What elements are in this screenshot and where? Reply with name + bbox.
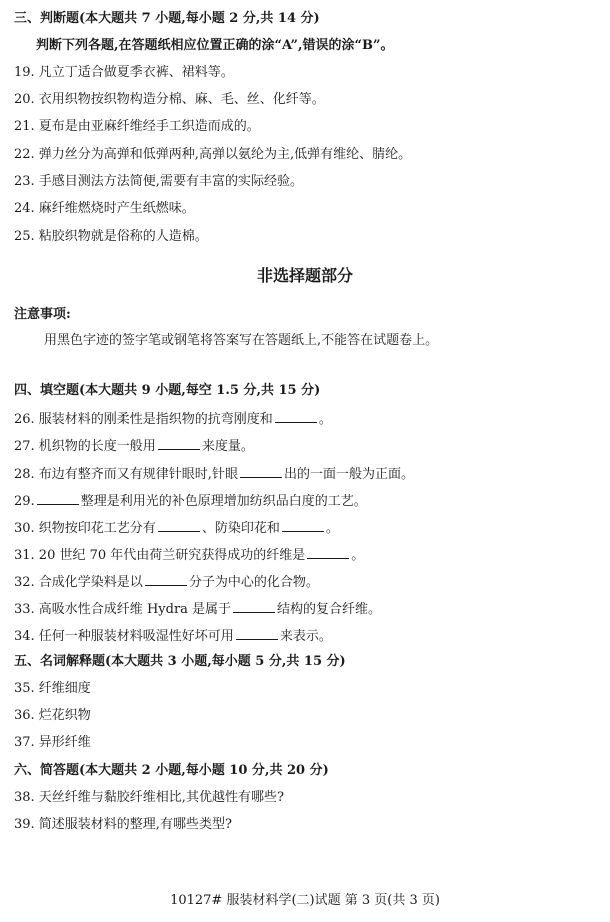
answer-blank bbox=[158, 518, 200, 532]
answer-blank bbox=[275, 409, 317, 423]
question-19: 19. 凡立丁适合做夏季衣裤、裙料等。 bbox=[14, 65, 234, 80]
answer-blank bbox=[145, 572, 187, 586]
answer-blank bbox=[307, 545, 349, 559]
question-36: 36. 烂花织物 bbox=[14, 708, 91, 723]
question-29: 29. 整理是利用光的补色原理增加纺织品白度的工艺。 bbox=[14, 491, 602, 511]
notice-heading: 注意事项: bbox=[14, 307, 71, 322]
question-37: 37. 异形纤维 bbox=[14, 735, 91, 750]
notice-text: 用黑色字迹的签字笔或钢笔将答案写在答题纸上,不能答在试题卷上。 bbox=[44, 333, 439, 348]
section3-instruction: 判断下列各题,在答题纸相应位置正确的涂“A”,错误的涂“B”。 bbox=[36, 38, 394, 53]
question-25: 25. 粘胶织物就是俗称的人造棉。 bbox=[14, 229, 208, 244]
answer-blank bbox=[282, 518, 324, 532]
question-38: 38. 天丝纤维与黏胶纤维相比,其优越性有哪些? bbox=[14, 790, 284, 805]
question-33: 33. 高吸水性合成纤维 Hydra 是属于 结构的复合纤维。 bbox=[14, 599, 602, 619]
question-20: 20. 衣用织物按织物构造分棉、麻、毛、丝、化纤等。 bbox=[14, 92, 325, 107]
question-26: 26. 服装材料的刚柔性是指织物的抗弯刚度和 。 bbox=[14, 409, 602, 429]
answer-blank bbox=[236, 626, 278, 640]
question-31: 31. 20 世纪 70 年代由荷兰研究获得成功的纤维是 。 bbox=[14, 545, 602, 565]
question-39: 39. 简述服装材料的整理,有哪些类型? bbox=[14, 817, 232, 832]
question-21: 21. 夏布是由亚麻纤维经手工织造而成的。 bbox=[14, 119, 260, 134]
question-34: 34. 任何一种服装材料吸湿性好坏可用 来表示。 bbox=[14, 626, 602, 646]
question-32: 32. 合成化学染料是以 分子为中心的化合物。 bbox=[14, 572, 602, 592]
part-title: 非选择题部分 bbox=[256, 266, 353, 285]
question-28: 28. 布边有整齐而又有规律针眼时,针眼 出的一面一般为正面。 bbox=[14, 464, 602, 484]
answer-blank bbox=[240, 464, 282, 478]
answer-blank bbox=[158, 436, 200, 450]
page-footer: 10127# 服装材料学(二)试题 第 3 页(共 3 页) bbox=[170, 893, 440, 908]
question-27: 27. 机织物的长度一般用 来度量。 bbox=[14, 436, 602, 456]
question-24: 24. 麻纤维燃烧时产生纸燃味。 bbox=[14, 201, 195, 216]
section3-heading: 三、判断题(本大题共 7 小题,每小题 2 分,共 14 分) bbox=[14, 11, 320, 26]
section6-heading: 六、简答题(本大题共 2 小题,每小题 10 分,共 20 分) bbox=[14, 763, 329, 778]
question-22: 22. 弹力丝分为高弹和低弹两种,高弹以氨纶为主,低弹有维纶、腈纶。 bbox=[14, 147, 412, 162]
question-23: 23. 手感目测法方法简便,需要有丰富的实际经验。 bbox=[14, 174, 303, 189]
section4-heading: 四、填空题(本大题共 9 小题,每空 1.5 分,共 15 分) bbox=[14, 383, 321, 398]
question-30: 30. 织物按印花工艺分有 、防染印花和 。 bbox=[14, 518, 602, 538]
question-35: 35. 纤维细度 bbox=[14, 681, 91, 696]
answer-blank bbox=[37, 491, 79, 505]
answer-blank bbox=[233, 599, 275, 613]
section5-heading: 五、名词解释题(本大题共 3 小题,每小题 5 分,共 15 分) bbox=[14, 654, 346, 669]
